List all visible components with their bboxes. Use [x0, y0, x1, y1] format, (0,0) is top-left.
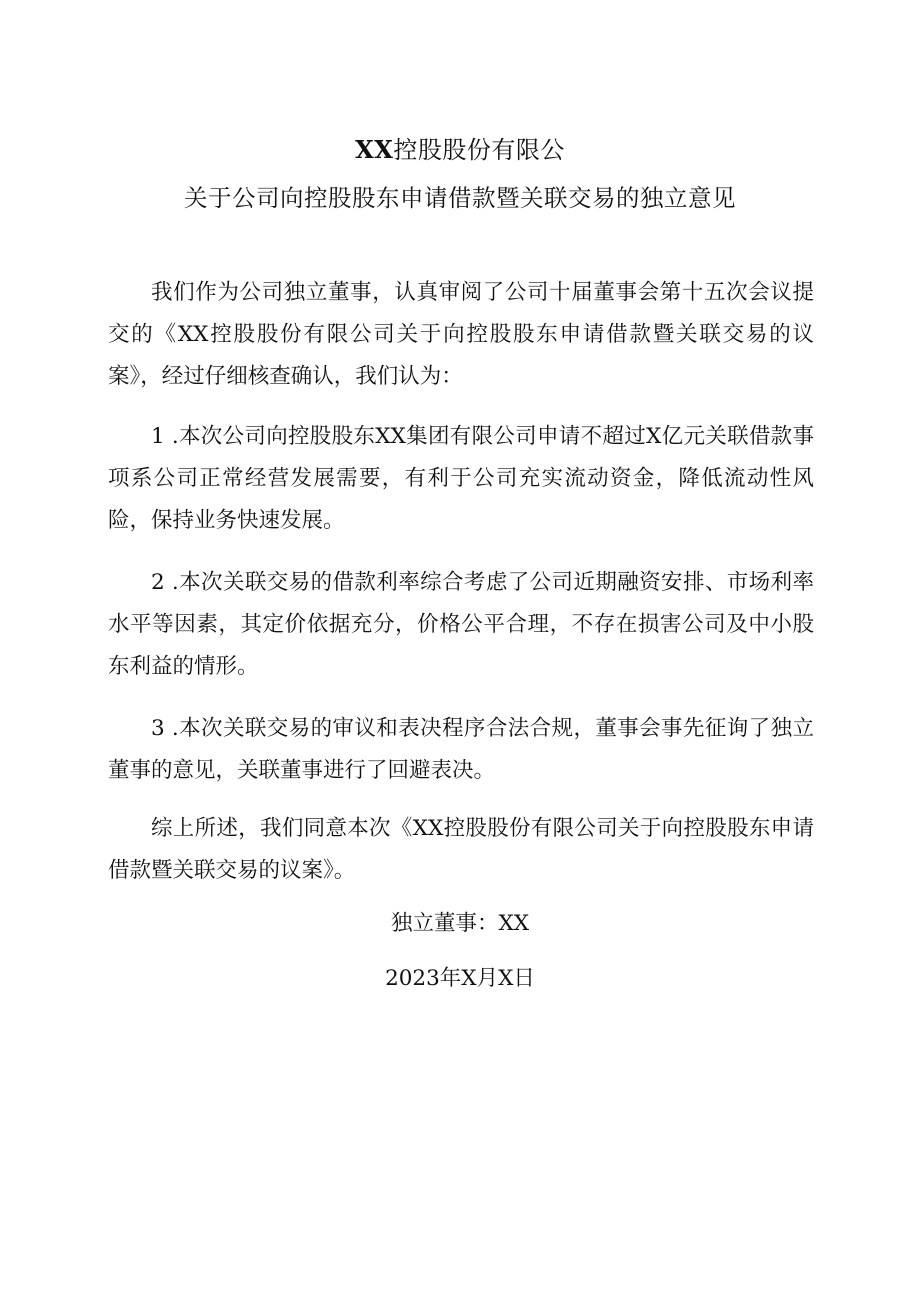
paragraph-opinion-2: 2 .本次关联交易的借款利率综合考虑了公司近期融资安排、市场利率水平等因素，其定价依据充分，价格公平合理，不存在损害公司及中小股东利益的情形。 [108, 570, 814, 679]
paragraph-opinion-1: 1 .本次公司向控股股东XX集团有限公司申请不超过X亿元关联借款事项系公司正常经营发展需要，有利于公司充实流动资金，降低流动性风险，保持业务快速发展。 [108, 424, 814, 533]
title-company-prefix: XX [355, 135, 394, 164]
date-line: 2023年X月X日 [385, 966, 535, 991]
signer-line: 独立董事：XX [390, 911, 530, 936]
paragraph-conclusion: 综上所述，我们同意本次《XX控股股份有限公司关于向控股股东申请借款暨关联交易的议案》。 [108, 816, 814, 883]
paragraph-opinion-3: 3 .本次关联交易的审议和表决程序合法合规，董事会事先征询了独立董事的意见，关联董事进行了回避表决。 [108, 716, 814, 783]
document-title [0, 132, 920, 168]
title-company-name: 控股股份有限公 [393, 136, 565, 164]
paragraph-intro: 我们作为公司独立董事，认真审阅了公司十届董事会第十五次会议提交的《XX控股股份有限公司关于向控股股东申请借款暨关联交易的议案》，经过仔细核查确认，我们认为： [108, 280, 814, 389]
document-subtitle: 关于公司向控股股东申请借款暨关联交易的独立意见 [184, 184, 736, 212]
